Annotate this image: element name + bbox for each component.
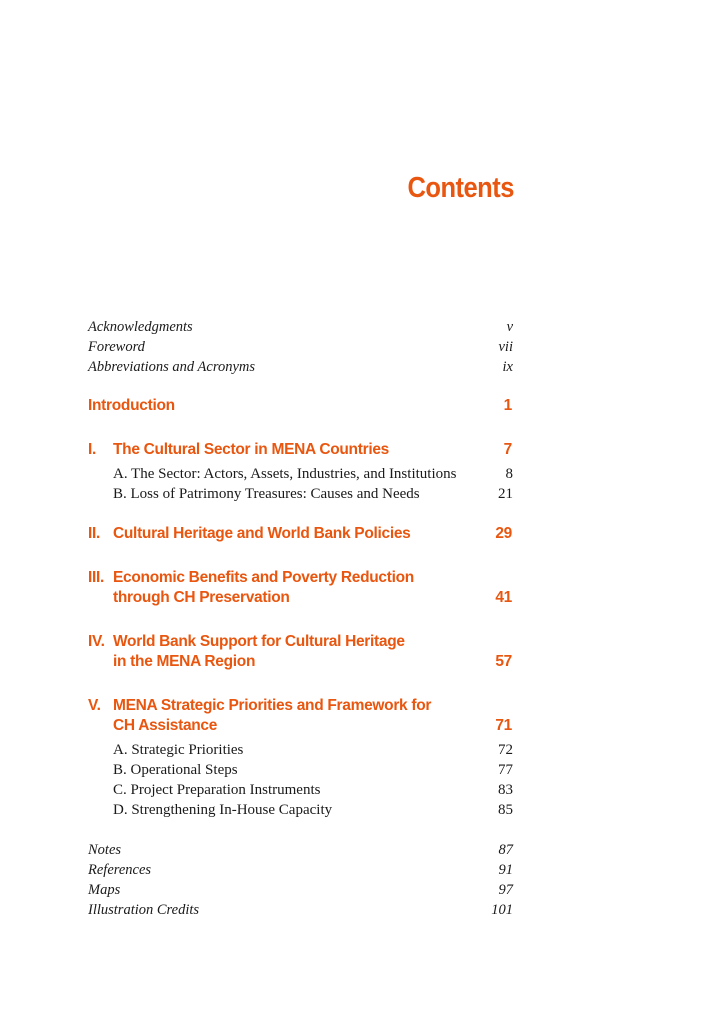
entry-page: vii [498, 339, 513, 355]
toc-chapter-4[interactable] [88, 632, 514, 652]
toc-chapter-3-continued[interactable] [88, 588, 514, 608]
page-title: Contents [407, 172, 514, 204]
toc-entry-foreword[interactable] [88, 337, 514, 357]
entry-page: 97 [498, 882, 513, 898]
chapter-title: through CH Preservation [113, 589, 290, 606]
toc-chapter-5-continued[interactable] [88, 716, 514, 736]
chapter-number: IV. [88, 633, 105, 650]
toc-entry-acknowledgments[interactable] [88, 317, 514, 337]
toc-section[interactable] [88, 760, 514, 780]
toc-section[interactable] [88, 800, 514, 820]
entry-page: 7 [503, 441, 512, 458]
section-label: B. Operational Steps [113, 762, 238, 778]
toc-section[interactable] [88, 780, 514, 800]
entry-page: 71 [495, 717, 512, 734]
entry-label: Maps [88, 882, 121, 898]
toc-chapter-3[interactable] [88, 568, 514, 588]
entry-label: References [88, 862, 152, 878]
section-label: B. Loss of Patrimony Treasures: Causes and Needs [113, 486, 420, 502]
chapter-number: II. [88, 525, 101, 542]
entry-label: Acknowledgments [88, 319, 193, 335]
chapter-number: V. [88, 697, 101, 714]
chapter-title: MENA Strategic Priorities and Framework for [113, 697, 432, 714]
section-label: A. Strategic Priorities [113, 742, 244, 758]
entry-page: 72 [498, 742, 513, 758]
entry-label: Introduction [88, 397, 175, 414]
toc-chapter-2[interactable] [88, 524, 514, 544]
toc-section[interactable] [88, 740, 514, 760]
entry-page: 29 [495, 525, 512, 542]
entry-label: Foreword [88, 339, 145, 355]
toc-section[interactable] [88, 464, 514, 484]
chapter-title: CH Assistance [113, 717, 218, 734]
toc-entry-references[interactable] [88, 860, 514, 880]
entry-page: ix [502, 359, 513, 375]
entry-page: 1 [503, 397, 512, 414]
section-label: C. Project Preparation Instruments [113, 782, 321, 798]
toc-entry-illustration-credits[interactable] [88, 900, 514, 920]
chapter-title: Economic Benefits and Poverty Reduction [113, 569, 414, 586]
chapter-number: I. [88, 441, 97, 458]
entry-label: Illustration Credits [88, 902, 200, 918]
entry-page: 91 [498, 862, 513, 878]
toc-chapter-1[interactable] [88, 440, 514, 460]
chapter-title: The Cultural Sector in MENA Countries [113, 441, 389, 458]
chapter-title: World Bank Support for Cultural Heritage [113, 633, 405, 650]
toc-chapter-4-continued[interactable] [88, 652, 514, 672]
chapter-title: Cultural Heritage and World Bank Policies [113, 525, 411, 542]
entry-page: 77 [498, 762, 513, 778]
toc-entry-abbreviations[interactable] [88, 357, 514, 377]
toc-entry-introduction[interactable] [88, 396, 514, 416]
entry-page: 101 [491, 902, 513, 918]
toc-entry-maps[interactable] [88, 880, 514, 900]
entry-page: 41 [495, 589, 512, 606]
entry-page: 87 [498, 842, 513, 858]
entry-label: Abbreviations and Acronyms [88, 359, 255, 375]
toc-chapter-5[interactable] [88, 696, 514, 716]
entry-page: 21 [498, 486, 513, 502]
section-label: A. The Sector: Actors, Assets, Industries, and Institutions [113, 466, 457, 482]
entry-page: 83 [498, 782, 513, 798]
entry-page: 57 [495, 653, 512, 670]
toc-entry-notes[interactable] [88, 840, 514, 860]
entry-page: v [506, 319, 513, 335]
entry-page: 85 [498, 802, 513, 818]
toc-section[interactable] [88, 484, 514, 504]
entry-page: 8 [505, 466, 513, 482]
section-label: D. Strengthening In-House Capacity [113, 802, 333, 818]
chapter-number: III. [88, 569, 105, 586]
chapter-title: in the MENA Region [113, 653, 256, 670]
entry-label: Notes [88, 842, 122, 858]
